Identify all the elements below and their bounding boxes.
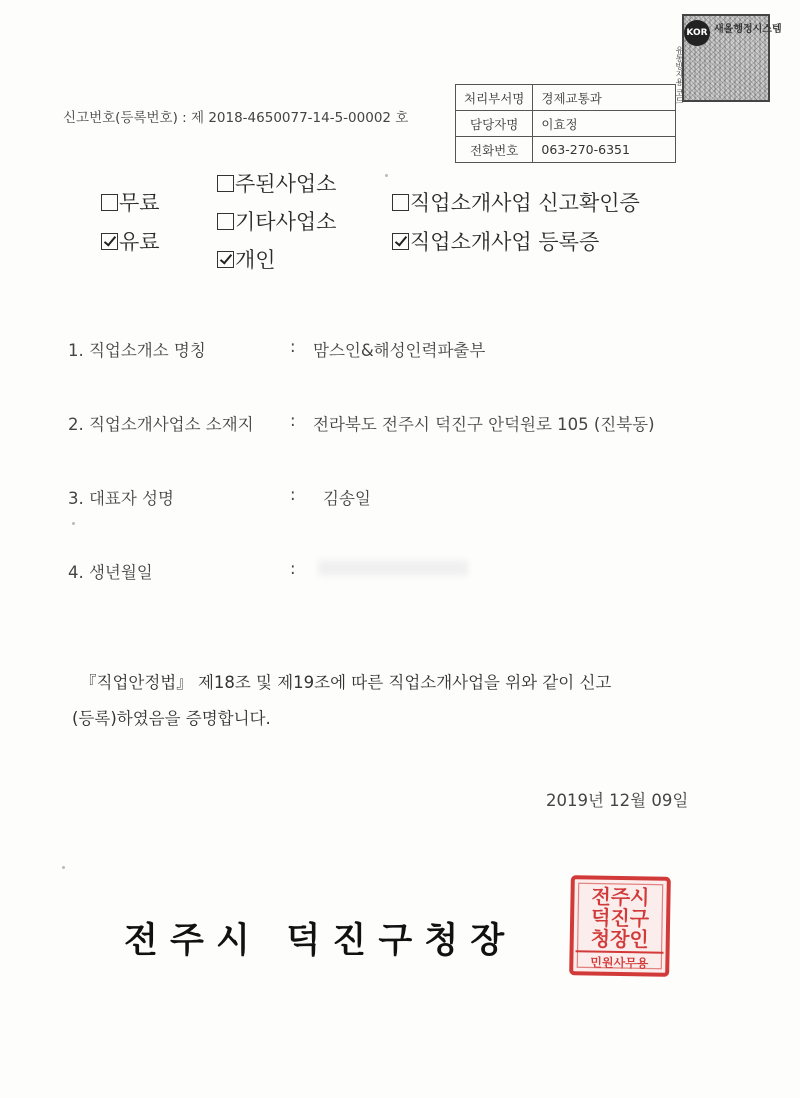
checkbox-paid [101,233,118,250]
seal-text-line: 덕진구 [590,905,650,931]
registration-number: 신고번호(등록번호) : 제 2018-4650077-14-5-00002 호 [63,110,409,126]
kor-logo-icon: KOR [684,20,710,46]
seal-text-line: 전주시 [591,884,650,910]
qr-label: 새올행정시스템 [714,24,782,35]
field-colon: : [290,337,296,356]
redacted-birthdate [318,560,468,576]
table-row [456,137,676,163]
option-report-certificate [392,187,640,217]
field-colon: : [290,485,296,504]
option-individual-label: 개인 [235,248,276,272]
checkbox-main-office [217,175,234,192]
checkbox-registration-certificate [392,233,409,250]
office-value: 경제교통과 [533,85,676,111]
table-row [456,85,676,111]
office-key: 처리부서명 [456,85,533,111]
option-report-certificate-label: 직업소개사업 신고확인증 [410,191,640,215]
option-other-office [217,206,336,236]
field-label-office-address: 2. 직업소개사업소 소재지 [68,415,254,434]
option-main-office-label: 주된사업소 [235,172,337,196]
statement-line-1: 『직업안정법』 제18조 및 제19조에 따른 직업소개사업을 위와 같이 신고 [80,673,612,692]
option-free [101,187,160,217]
option-registration-certificate [392,226,599,256]
checkbox-report-certificate [392,194,409,211]
office-value: 063-270-6351 [533,137,676,163]
option-main-office [217,168,336,198]
field-value-representative: 김송일 [323,489,371,508]
scan-speck [62,866,65,869]
field-value-office-name: 맘스인&해성인력파출부 [313,341,486,360]
office-info-table [455,84,676,163]
field-label-representative: 3. 대표자 성명 [68,489,174,508]
option-other-office-label: 기타사업소 [235,210,337,234]
seal-text-line: 청장인 [590,926,649,952]
office-key: 담당자명 [456,111,533,137]
scan-speck [72,522,75,525]
checkbox-individual [217,251,234,268]
field-colon: : [290,559,296,578]
official-seal-icon [567,873,673,979]
seal-footer: 민원사무용 [590,955,649,971]
office-key: 전화번호 [456,137,533,163]
table-row [456,111,676,137]
option-free-label: 무료 [119,191,160,215]
checkbox-free [101,194,118,211]
qr-vertical-label: 유통방지용 코드 [675,46,684,105]
option-paid-label: 유료 [119,230,160,254]
certification-statement [72,665,740,737]
issuing-authority: 전 주 시 덕 진 구 청 장 [124,920,505,961]
field-colon: : [290,411,296,430]
issue-date: 2019년 12월 09일 [546,791,689,810]
statement-line-2: (등록)하였음을 증명합니다. [72,709,271,728]
option-registration-certificate-label: 직업소개사업 등록증 [410,230,600,254]
field-label-birthdate: 4. 생년월일 [68,563,153,582]
option-individual [217,244,276,274]
field-value-office-address: 전라북도 전주시 덕진구 안덕원로 105 (진북동) [313,415,655,434]
checkbox-other-office [217,213,234,230]
option-paid [101,226,160,256]
field-label-office-name: 1. 직업소개소 명칭 [68,341,206,360]
office-value: 이효정 [533,111,676,137]
scan-speck [385,174,388,177]
